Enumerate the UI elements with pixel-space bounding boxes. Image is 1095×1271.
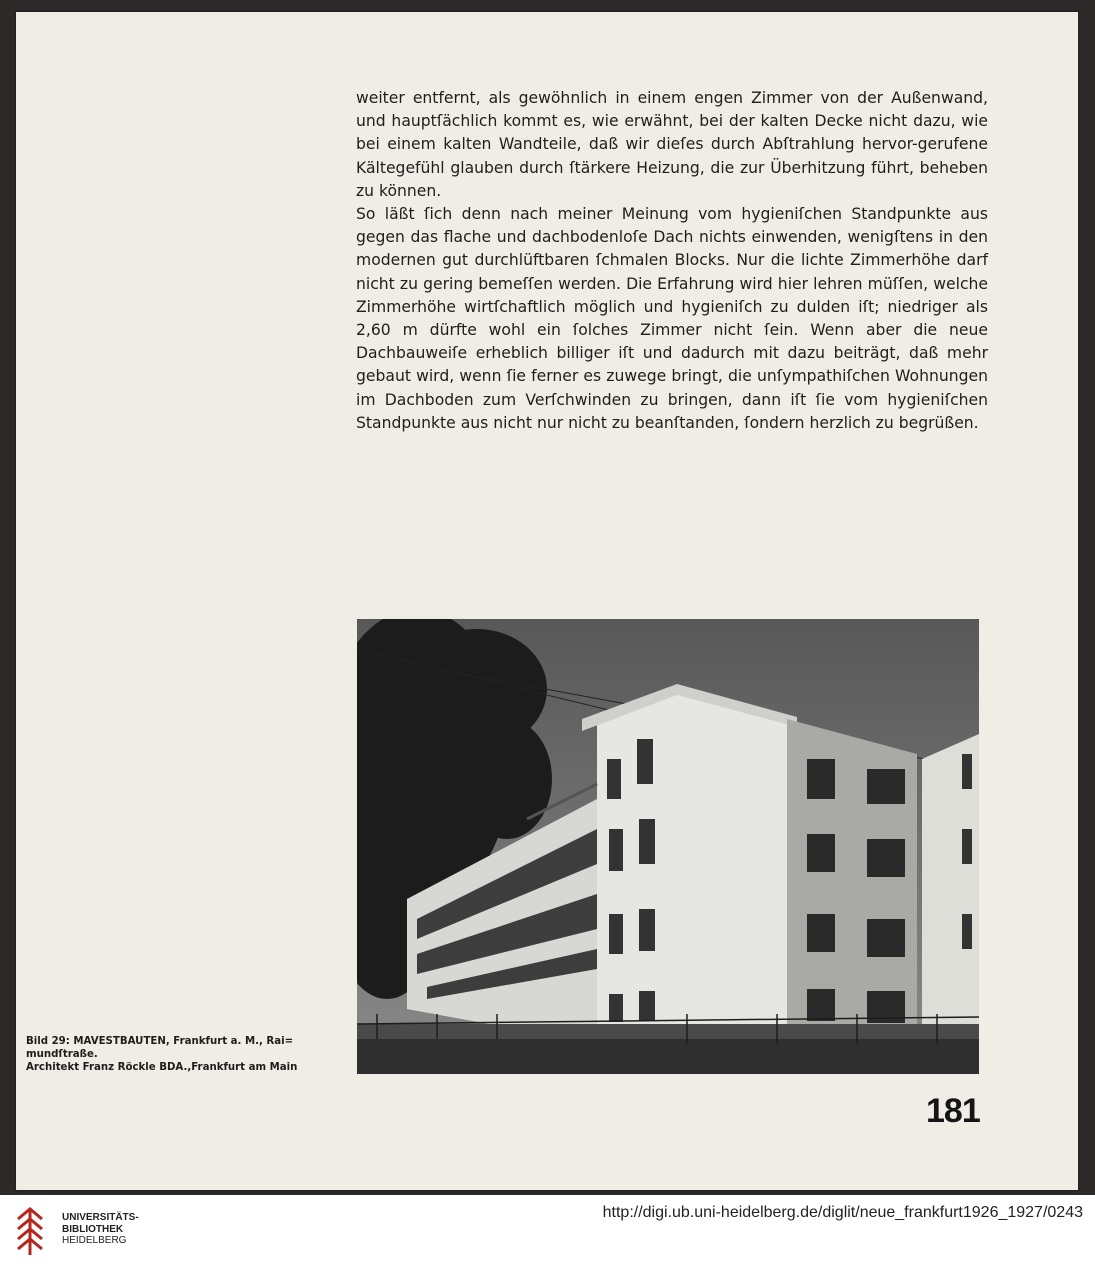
caption-line-2: mundſtraße. — [26, 1049, 98, 1060]
paragraph-2: So läßt ſich denn nach meiner Meinung vom hygieniſchen Standpunkte aus gegen das flache und dachbodenloſe Dach nichts einwenden, wenigſtens in den modernen gut durchlüftbaren ſchmalen Blocks. Nur die lichte Zimmerhöhe darf nicht zu gering bemeſſen werden. Die Erfahrung wird hier lehren müſſen, welche Zimmerhöhe wirtſchaftlich möglich und hygieniſch zu dulden iſt; niedriger als 2,60 m dürfte wohl ein ſolches Zimmer nicht ſein. Wenn aber die neue Dachbauweiſe erheblich billiger iſt und dadurch mit dazu beiträgt, daß mehr gebaut wird, wenn ſie ferner es zuwege bringt, die unſympathiſchen Wohnungen im Dachboden zum Verſchwinden zu bringen, dann iſt ſie vom hygieniſchen Standpunkte aus nicht nur nicht zu beanſtanden, ſondern herzlich zu begrüßen. — [356, 205, 988, 432]
right-building-windows — [962, 754, 972, 949]
viewer-footer — [0, 1195, 1095, 1271]
building-photo-illustration — [357, 619, 979, 1074]
building-photograph — [357, 619, 979, 1074]
street — [357, 1039, 979, 1074]
library-name-line-3: HEIDELBERG — [62, 1235, 127, 1246]
page-number: 181 — [926, 1092, 980, 1130]
library-name — [62, 1212, 139, 1247]
building-front — [597, 689, 787, 1044]
book-page — [16, 12, 1078, 1190]
body-text — [356, 87, 988, 435]
paragraph-1: weiter entfernt, als gewöhnlich in einem engen Zimmer von der Außenwand, und hauptſächlich kommt es, wie erwähnt, bei der kalten Decke nicht dazu, wie bei einem kalten Wandteile, daß wir dieſes durch Abſtrahlung hervor-gerufene Kältegefühl glauben durch ſtärkere Heizung, die zur Überhitzung führt, beheben zu können. — [356, 89, 988, 200]
caption-line-1: Bild 29: MAVESTBAUTEN, Frankfurt a. M., Rai= — [26, 1036, 294, 1047]
library-name-line-2: BIBLIOTHEK — [62, 1223, 124, 1235]
caption-line-3: Architekt Franz Röckle BDA.,Frankfurt am Main — [26, 1062, 298, 1073]
library-logo-icon — [12, 1205, 52, 1259]
photo-caption — [26, 1035, 346, 1074]
library-name-line-1: UNIVERSITÄTS- — [62, 1212, 139, 1223]
source-url-link[interactable]: http://digi.ub.uni-heidelberg.de/diglit/neue_frankfurt1926_1927/0243 — [602, 1204, 1083, 1221]
